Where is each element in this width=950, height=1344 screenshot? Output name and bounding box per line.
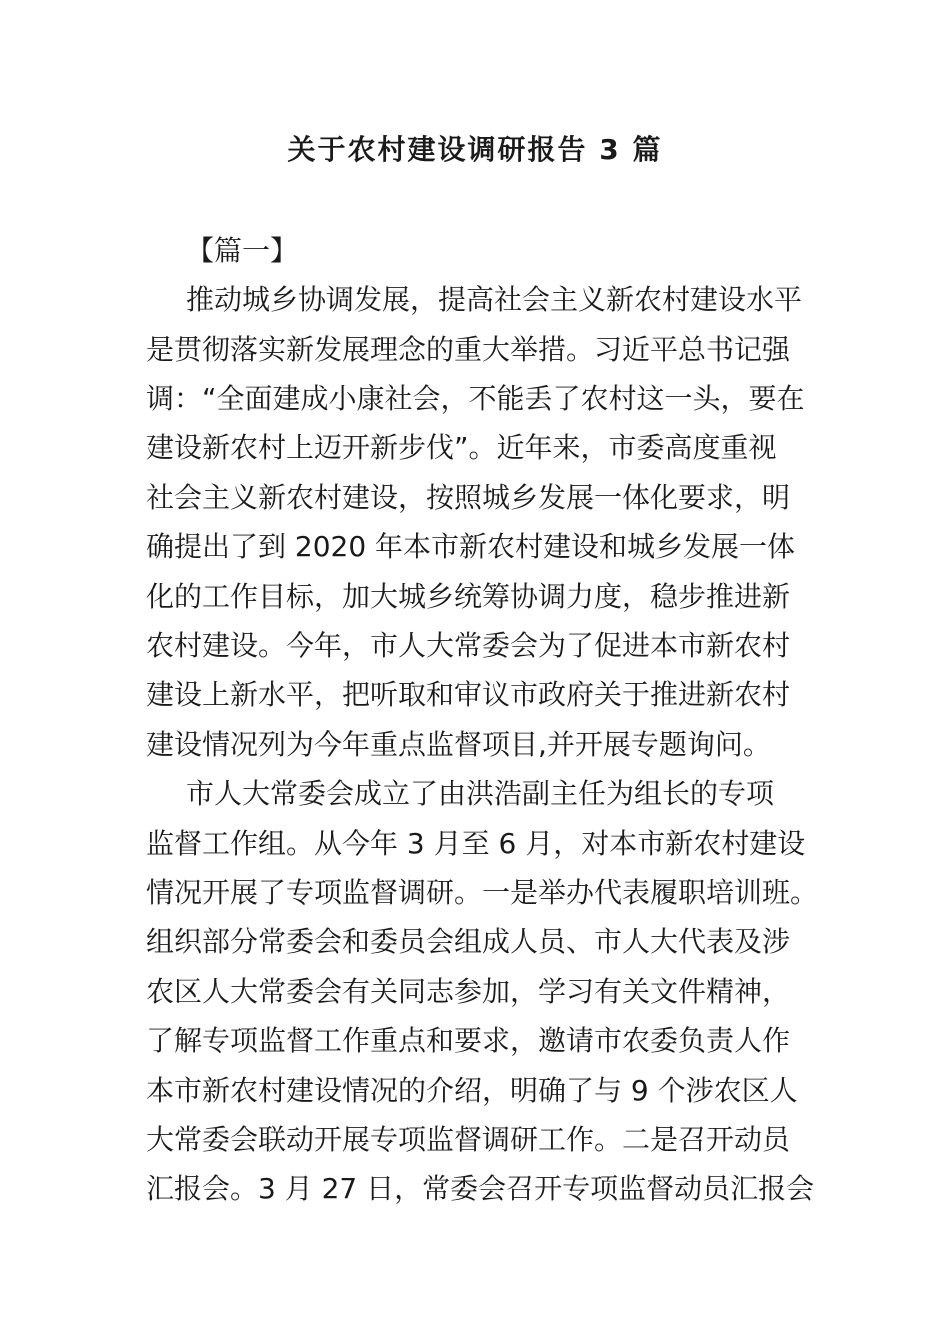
section-label: 【篇一】 bbox=[186, 234, 299, 267]
paragraph-line: 推动城乡协调发展，提高社会主义新农村建设水平 bbox=[186, 283, 803, 316]
paragraph-line: 确提出了到 2020 年本市新农村建设和城乡发展一体 bbox=[146, 530, 796, 563]
document-title: 关于农村建设调研报告 3 篇 bbox=[287, 133, 663, 166]
paragraph-line: 组织部分常委会和委员会组成人员、市人大代表及涉 bbox=[146, 925, 791, 958]
paragraph-line: 社会主义新农村建设，按照城乡发展一体化要求，明 bbox=[146, 481, 791, 514]
paragraph-line: 大常委会联动开展专项监督调研工作。二是召开动员 bbox=[146, 1123, 791, 1156]
paragraph-line: 建设新农村上迈开新步伐”。近年来，市委高度重视 bbox=[146, 431, 777, 464]
paragraph-line: 建设情况列为今年重点监督项目,并开展专题询问。 bbox=[146, 728, 771, 761]
paragraph-line: 是贯彻落实新发展理念的重大举措。习近平总书记强 bbox=[146, 333, 791, 366]
paragraph-line: 监督工作组。从今年 3 月至 6 月，对本市新农村建设 bbox=[146, 827, 806, 860]
paragraph-line: 化的工作目标，加大城乡统筹协调力度，稳步推进新 bbox=[146, 580, 791, 613]
paragraph-line: 农村建设。今年，市人大常委会为了促进本市新农村 bbox=[146, 629, 791, 662]
paragraph-line: 建设上新水平，把听取和审议市政府关于推进新农村 bbox=[146, 678, 791, 711]
paragraph-line: 汇报会。3 月 27 日，常委会召开专项监督动员汇报会 bbox=[146, 1172, 815, 1205]
paragraph-line: 本市新农村建设情况的介绍，明确了与 9 个涉农区人 bbox=[146, 1074, 798, 1107]
paragraph-line: 了解专项监督工作重点和要求，邀请市农委负责人作 bbox=[146, 1024, 791, 1057]
paragraph-line: 调：“全面建成小康社会，不能丢了农村这一头，要在 bbox=[146, 382, 805, 415]
paragraph-line: 情况开展了专项监督调研。一是举办代表履职培训班。 bbox=[146, 876, 819, 909]
paragraph-line: 市人大常委会成立了由洪浩副主任为组长的专项 bbox=[186, 777, 775, 810]
paragraph-line: 农区人大常委会有关同志参加，学习有关文件精神， bbox=[146, 975, 791, 1008]
